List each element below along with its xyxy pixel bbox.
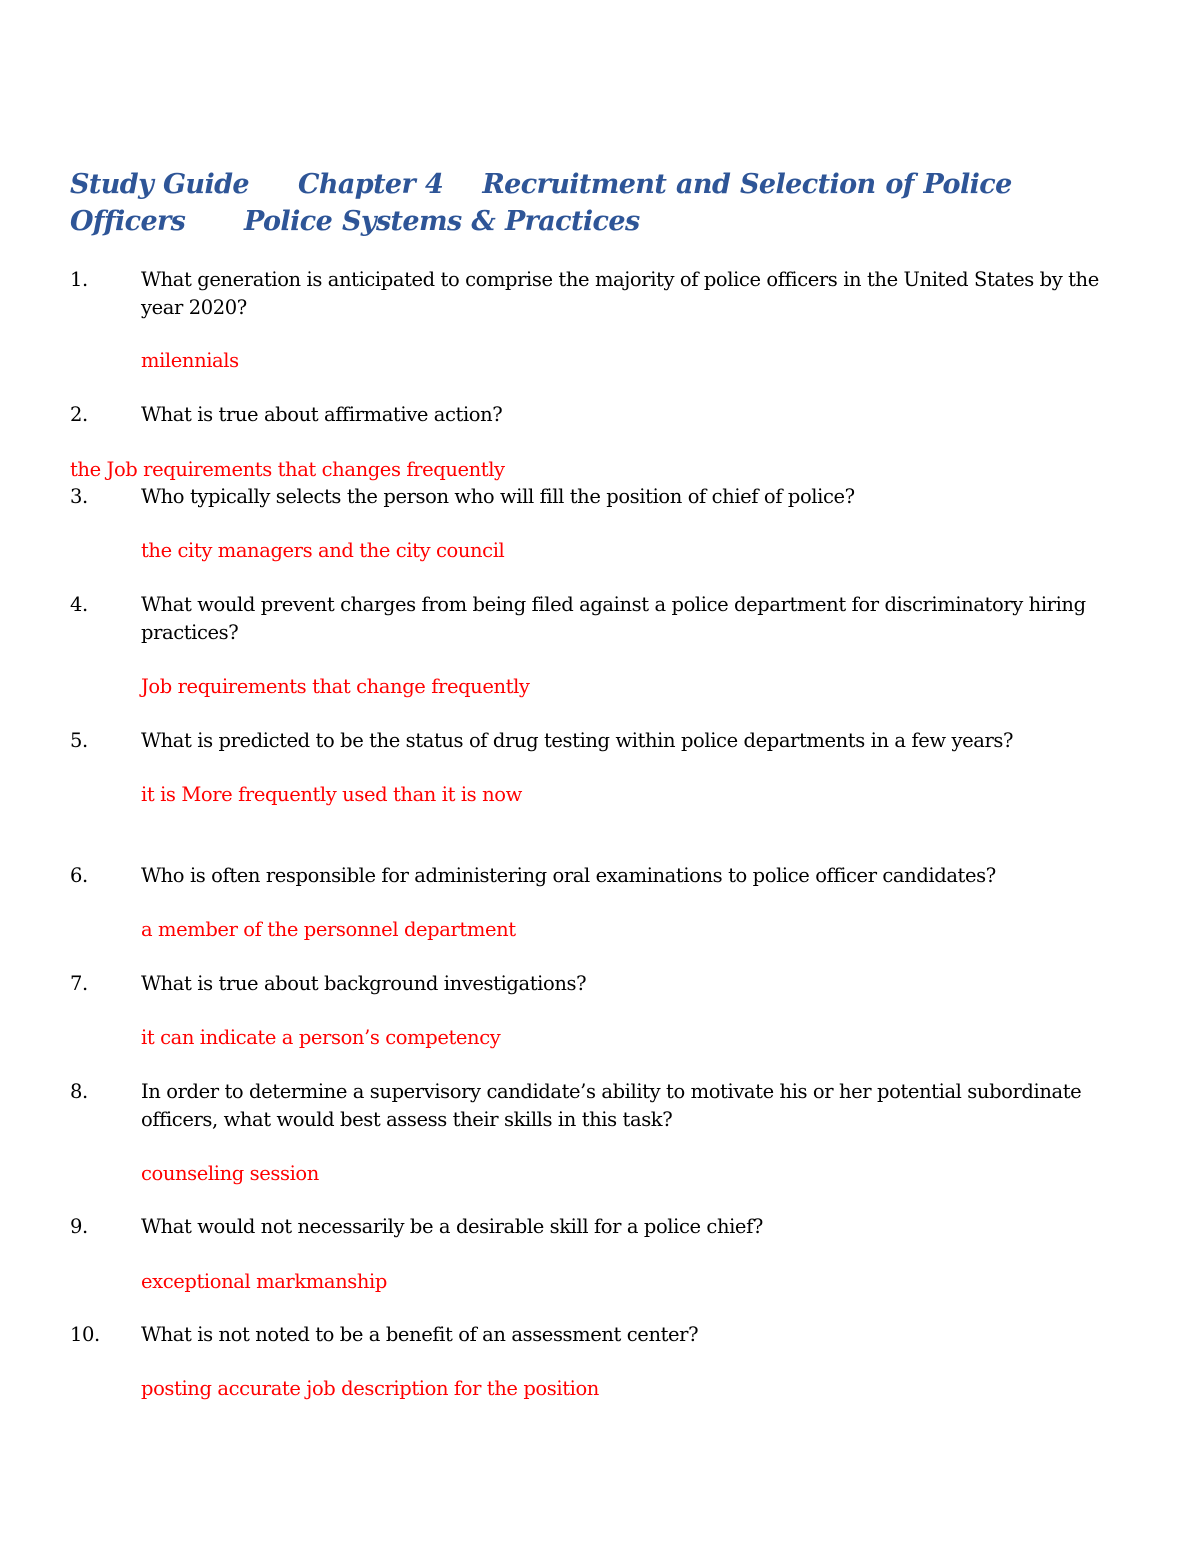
question-number: 2.: [70, 403, 88, 426]
question-text: What would prevent charges from being filed against a police department for discriminatory hiring practices?: [141, 593, 1086, 644]
question-number: 4.: [70, 593, 88, 616]
question-text: In order to determine a supervisory candidate’s ability to motivate his or her potential subordinate officers, what would best assess their skills in this task?: [141, 1080, 1082, 1131]
answer-text: it is More frequently used than it is now: [141, 783, 522, 806]
question-text: What is predicted to be the status of drug testing within police departments in a few years?: [141, 729, 1014, 752]
answer-text: exceptional markmanship: [141, 1270, 387, 1293]
question-text: What is not noted to be a benefit of an assessment center?: [141, 1323, 699, 1346]
answer-text: Job requirements that change frequently: [141, 675, 530, 698]
question-text: What would not necessarily be a desirable skill for a police chief?: [141, 1215, 763, 1238]
answer-text: posting accurate job description for the position: [141, 1377, 599, 1400]
question-number: 3.: [70, 485, 88, 508]
question-text: Who is often responsible for administering oral examinations to police officer candidates?: [141, 864, 996, 887]
question-number: 5.: [70, 729, 88, 752]
answer-text: milennials: [141, 349, 239, 372]
question-text: Who typically selects the person who will fill the position of chief of police?: [141, 485, 855, 508]
question-number: 6.: [70, 864, 88, 887]
question-number: 1.: [70, 268, 88, 291]
answer-text: counseling session: [141, 1162, 319, 1185]
question-text: What is true about background investigations?: [141, 972, 587, 995]
question-number: 7.: [70, 972, 88, 995]
question-text: What is true about affirmative action?: [141, 403, 503, 426]
question-number: 9.: [70, 1215, 88, 1238]
answer-text: the city managers and the city council: [141, 539, 505, 562]
answer-text: a member of the personnel department: [141, 918, 516, 941]
document-title: Study Guide Chapter 4 Recruitment and Selection of Police Officers Police Systems & Practices: [70, 169, 1022, 237]
question-number: 10.: [70, 1323, 100, 1346]
question-text: What generation is anticipated to comprise the majority of police officers in the United States by the year 2020?: [141, 268, 1099, 319]
question-number: 8.: [70, 1080, 88, 1103]
answer-text: the Job requirements that changes frequently: [70, 458, 505, 481]
answer-text: it can indicate a person’s competency: [141, 1026, 501, 1049]
